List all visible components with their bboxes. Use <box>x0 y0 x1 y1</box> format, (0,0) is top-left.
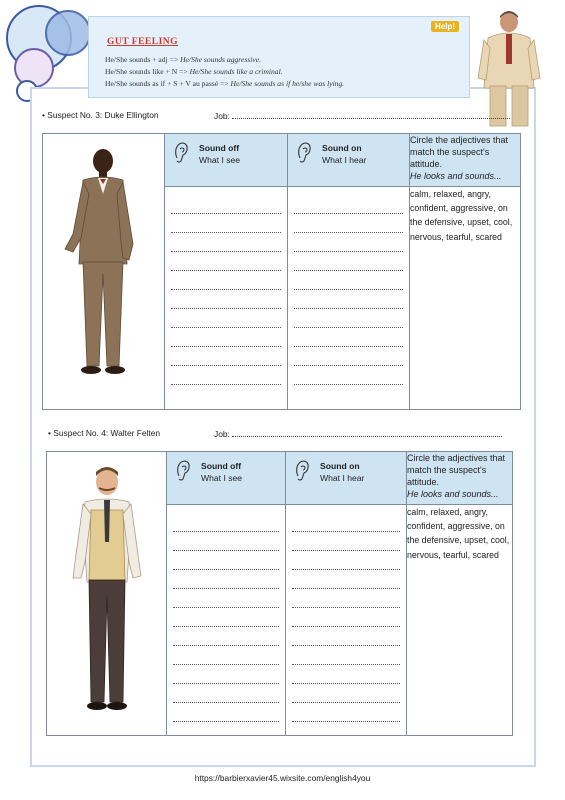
suspect-table <box>42 133 521 410</box>
decorative-circle <box>45 10 91 56</box>
gut-feeling-title: GUT FEELING <box>107 37 179 47</box>
writing-line[interactable] <box>173 646 279 665</box>
writing-line[interactable] <box>173 513 279 532</box>
writing-line[interactable] <box>173 608 279 627</box>
gut-feeling-box <box>88 16 470 98</box>
suspect-portrait <box>43 134 165 404</box>
writing-line[interactable] <box>171 309 281 328</box>
writing-line[interactable] <box>171 290 281 309</box>
writing-line[interactable] <box>292 627 400 646</box>
writing-line[interactable] <box>294 214 403 233</box>
writing-line[interactable] <box>173 627 279 646</box>
help-badge: Help! <box>431 21 459 32</box>
rule-line: He/She sounds as if + S + V au passé => He/She sounds as if he/she was lying. <box>105 79 345 88</box>
sound-on-notes[interactable] <box>286 505 407 736</box>
suspect-portrait <box>47 452 167 730</box>
writing-line[interactable] <box>294 252 403 271</box>
ear-icon <box>173 142 189 164</box>
sound-on-header: Sound on What I hear <box>288 134 410 187</box>
suspect-heading: • Suspect No. 4: Walter Felten <box>48 428 161 438</box>
writing-line[interactable] <box>294 233 403 252</box>
rule-line: He/She sounds + adj => He/She sounds aggressive. <box>105 55 261 64</box>
writing-line[interactable] <box>173 665 279 684</box>
writing-line[interactable] <box>171 195 281 214</box>
suspect-table <box>46 451 513 736</box>
writing-line[interactable] <box>294 366 403 385</box>
job-field[interactable]: Job: <box>214 428 502 439</box>
writing-line[interactable] <box>173 532 279 551</box>
writing-line[interactable] <box>171 233 281 252</box>
writing-line[interactable] <box>171 347 281 366</box>
writing-line[interactable] <box>292 570 400 589</box>
writing-line[interactable] <box>292 703 400 722</box>
job-blank[interactable] <box>232 110 510 119</box>
sound-off-header: Sound off What I see <box>167 452 286 505</box>
sound-off-notes[interactable] <box>167 505 286 736</box>
ear-icon <box>294 460 310 482</box>
writing-line[interactable] <box>173 684 279 703</box>
writing-line[interactable] <box>292 532 400 551</box>
writing-line[interactable] <box>292 551 400 570</box>
writing-line[interactable] <box>292 646 400 665</box>
writing-line[interactable] <box>292 665 400 684</box>
writing-line[interactable] <box>294 271 403 290</box>
writing-line[interactable] <box>173 589 279 608</box>
job-blank[interactable] <box>232 428 502 437</box>
sound-off-header: Sound off What I see <box>165 134 288 187</box>
writing-line[interactable] <box>294 328 403 347</box>
ear-icon <box>296 142 312 164</box>
sound-on-notes[interactable] <box>288 187 410 410</box>
adjectives-list[interactable]: calm, relaxed, angry, confident, aggressive, on the defensive, upset, cool, nervous, tearful, scared <box>410 187 521 410</box>
sound-on-header: Sound on What I hear <box>286 452 407 505</box>
suspect-portrait-cell <box>47 452 167 736</box>
writing-line[interactable] <box>173 570 279 589</box>
circle-adjectives-header: Circle the adjectives that match the suspect's attitude. He looks and sounds... <box>407 452 513 505</box>
sound-off-notes[interactable] <box>165 187 288 410</box>
circle-adjectives-header: Circle the adjectives that match the suspect's attitude. He looks and sounds... <box>410 134 521 187</box>
writing-line[interactable] <box>171 366 281 385</box>
footer-url[interactable]: https://barbierxavier45.wixsite.com/english4you <box>194 773 371 783</box>
suspect-heading: • Suspect No. 3: Duke Ellington <box>42 110 159 120</box>
writing-line[interactable] <box>294 195 403 214</box>
writing-line[interactable] <box>294 290 403 309</box>
writing-line[interactable] <box>294 309 403 328</box>
writing-line[interactable] <box>292 684 400 703</box>
ear-icon <box>175 460 191 482</box>
writing-line[interactable] <box>171 271 281 290</box>
suspect-portrait-cell <box>43 134 165 410</box>
adjectives-list[interactable]: calm, relaxed, angry, confident, aggressive, on the defensive, upset, cool, nervous, tearful, scared <box>407 505 513 736</box>
writing-line[interactable] <box>173 551 279 570</box>
writing-line[interactable] <box>294 347 403 366</box>
writing-line[interactable] <box>292 513 400 532</box>
writing-line[interactable] <box>292 608 400 627</box>
writing-line[interactable] <box>173 703 279 722</box>
rule-line: He/She sounds like + N => He/She sounds like a criminal. <box>105 67 283 76</box>
writing-line[interactable] <box>171 214 281 233</box>
writing-line[interactable] <box>171 252 281 271</box>
job-field[interactable]: Job: <box>214 110 510 121</box>
writing-line[interactable] <box>171 328 281 347</box>
writing-line[interactable] <box>292 589 400 608</box>
